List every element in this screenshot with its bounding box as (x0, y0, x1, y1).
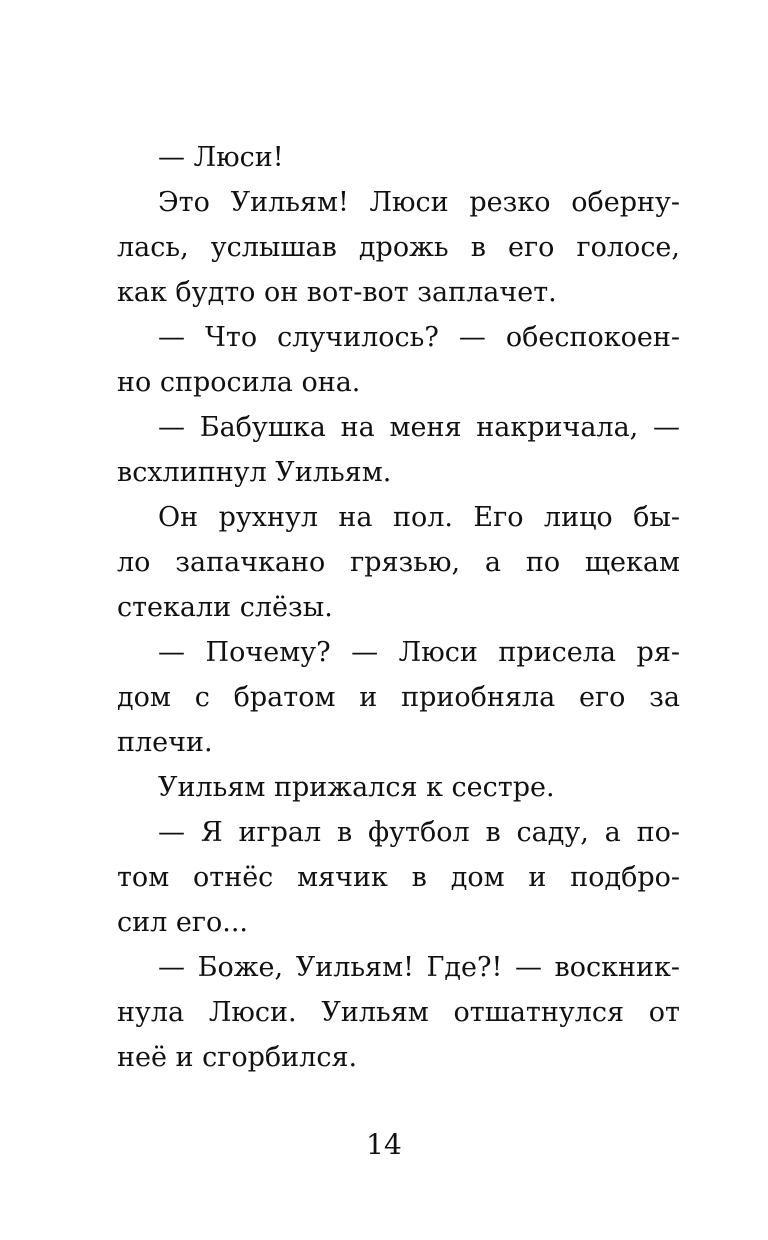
text-line-10: ло запачкано грязью, а по щекам (117, 547, 680, 578)
text-line-4: как будто он вот-вот заплачет. (117, 277, 557, 308)
text-line-5: — Что случилось? — обеспокоен- (158, 322, 680, 353)
text-line-16: — Я играл в футбол в саду, а по- (158, 817, 680, 848)
text-line-2: Это Уильям! Люси резко оберну- (158, 187, 680, 218)
text-line-7: — Бабушка на меня накричала, — (158, 412, 680, 443)
text-line-18: сил его... (117, 907, 248, 938)
text-line-12: — Почему? — Люси присела ря- (158, 637, 680, 668)
text-line-1: — Люси! (158, 142, 284, 173)
text-line-14: плечи. (117, 727, 213, 758)
text-line-6: но спросила она. (117, 367, 361, 398)
text-line-9: Он рухнул на пол. Его лицо бы- (158, 502, 680, 533)
text-line-21: неё и сгорбился. (117, 1042, 358, 1073)
body-text (117, 135, 680, 1080)
text-line-13: дом с братом и приобняла его за (117, 682, 680, 713)
text-line-17: том отнёс мячик в дом и подбро- (117, 862, 680, 893)
text-line-3: лась, услышав дрожь в его голосе, (117, 232, 680, 263)
text-line-11: стекали слёзы. (117, 592, 333, 623)
text-line-20: нула Люси. Уильям отшатнулся от (117, 997, 680, 1028)
page-number: 14 (366, 1128, 402, 1161)
text-line-15: Уильям прижался к сестре. (158, 772, 555, 803)
text-line-19: — Боже, Уильям! Где?! — воскник- (158, 952, 680, 983)
text-line-8: всхлипнул Уильям. (117, 457, 392, 488)
